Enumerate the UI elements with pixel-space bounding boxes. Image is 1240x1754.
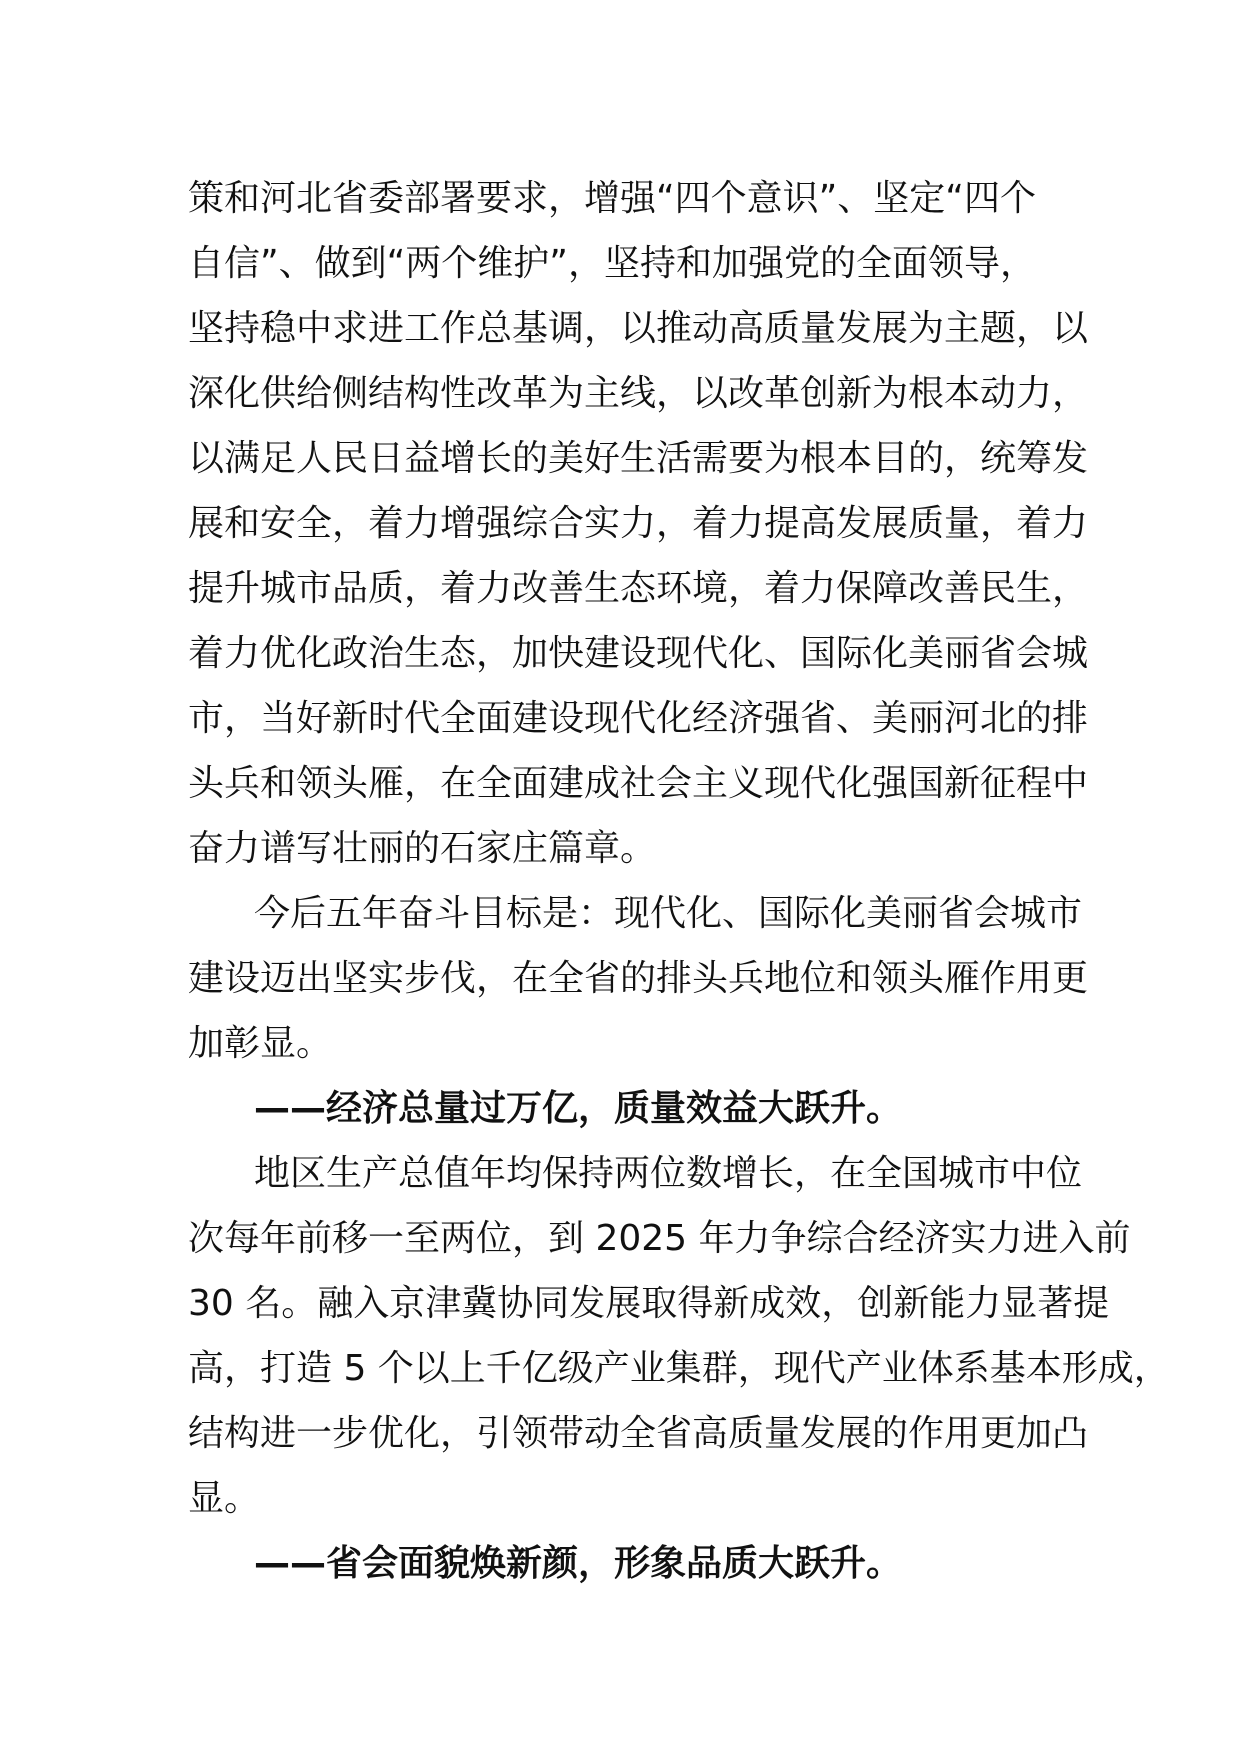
text-line: 结构进一步优化，引领带动全省高质量发展的作用更加凸 bbox=[188, 1413, 1089, 1454]
text-line: 次每年前移一至两位，到 2025 年力争综合经济实力进入前 bbox=[188, 1218, 1131, 1259]
section-heading: ——省会面貌焕新颜，形象品质大跃升。 bbox=[254, 1543, 903, 1584]
text-line: 策和河北省委部署要求，增强“四个意识”、坚定“四个 bbox=[188, 178, 1036, 219]
text-line: 提升城市品质，着力改善生态环境，着力保障改善民生， bbox=[188, 568, 1089, 609]
text-line: 着力优化政治生态，加快建设现代化、国际化美丽省会城 bbox=[188, 633, 1089, 674]
text-line: 头兵和领头雁，在全面建成社会主义现代化强国新征程中 bbox=[188, 763, 1089, 804]
text-line: 深化供给侧结构性改革为主线，以改革创新为根本动力， bbox=[188, 373, 1089, 414]
paragraph-start-line: 今后五年奋斗目标是：现代化、国际化美丽省会城市 bbox=[254, 893, 1083, 934]
paragraph-start-line: 地区生产总值年均保持两位数增长，在全国城市中位 bbox=[254, 1153, 1083, 1194]
text-line: 加彰显。 bbox=[188, 1023, 333, 1064]
text-line: 奋力谱写壮丽的石家庄篇章。 bbox=[188, 828, 657, 869]
text-line: 以满足人民日益增长的美好生活需要为根本目的，统筹发 bbox=[188, 438, 1089, 479]
document-body bbox=[188, 166, 1170, 1596]
text-line: 展和安全，着力增强综合实力，着力提高发展质量，着力 bbox=[188, 503, 1089, 544]
text-line: 显。 bbox=[188, 1478, 261, 1519]
text-line: 市，当好新时代全面建设现代化经济强省、美丽河北的排 bbox=[188, 698, 1089, 739]
text-line: 建设迈出坚实步伐，在全省的排头兵地位和领头雁作用更 bbox=[188, 958, 1089, 999]
text-line: 自信”、做到“两个维护”，坚持和加强党的全面领导， bbox=[188, 243, 1036, 284]
text-line: 坚持稳中求进工作总基调，以推动高质量发展为主题，以 bbox=[188, 308, 1089, 349]
text-line: 30 名。融入京津冀协同发展取得新成效，创新能力显著提 bbox=[188, 1283, 1110, 1324]
section-heading: ——经济总量过万亿，质量效益大跃升。 bbox=[254, 1088, 903, 1129]
text-line: 高，打造 5 个以上千亿级产业集群，现代产业体系基本形成， bbox=[188, 1348, 1170, 1389]
